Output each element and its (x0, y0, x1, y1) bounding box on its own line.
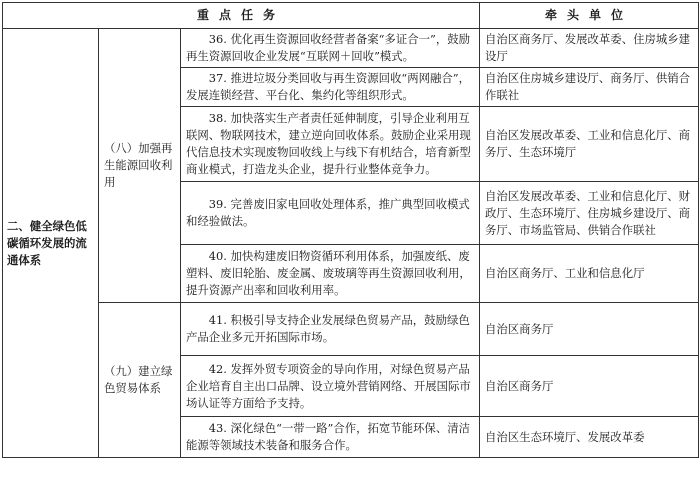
group-title-recycling: （八）加强再生能源回收利用 (99, 29, 181, 303)
task-cell: 43. 深化绿色“一带一路”合作，拓宽节能环保、清洁能源等领域技术装备和服务合作。 (181, 417, 480, 458)
task-cell: 42. 发挥外贸专项资金的导向作用，对绿色贸易产品企业培育自主出口品牌、设立境外营销网络、开展国际市场认证等方面给予支持。 (181, 356, 480, 417)
task-cell: 37. 推进垃圾分类回收与再生资源回收“两网融合”，发展连锁经营、平台化、集约化等组织形式。 (181, 68, 480, 107)
category-cell: 二、健全绿色低碳循环发展的流通体系 (3, 29, 99, 458)
lead-cell: 自治区商务厅 (480, 356, 699, 417)
task-cell: 39. 完善废旧家电回收处理体系，推广典型回收模式和经验做法。 (181, 182, 480, 245)
task-cell: 36. 优化再生资源回收经营者备案“多证合一”，鼓励再生资源回收企业发展“互联网＋回收”模式。 (181, 29, 480, 68)
header-lead-units: 牵头单位 (480, 3, 699, 29)
group-title-green-trade: （九）建立绿色贸易体系 (99, 303, 181, 458)
header-focus-tasks: 重点任务 (3, 3, 480, 29)
task-cell: 40. 加快构建废旧物资循环利用体系，加强废纸、废塑料、废旧轮胎、废金属、废玻璃等再生资源回收利用，提升资源产出率和回收利用率。 (181, 245, 480, 303)
lead-cell: 自治区商务厅 (480, 303, 699, 356)
lead-cell: 自治区商务厅、发展改革委、住房城乡建设厅 (480, 29, 699, 68)
lead-cell: 自治区发展改革委、工业和信息化厅、商务厅、生态环境厅 (480, 107, 699, 182)
task-cell: 41. 积极引导支持企业发展绿色贸易产品，鼓励绿色产品企业多元开拓国际市场。 (181, 303, 480, 356)
table-header-row (3, 3, 699, 29)
lead-cell: 自治区发展改革委、工业和信息化厅、财政厅、生态环境厅、住房城乡建设厅、商务厅、市场监管局、供销合作联社 (480, 182, 699, 245)
table-row (3, 29, 699, 68)
task-cell: 38. 加快落实生产者责任延伸制度，引导企业利用互联网、物联网技术，建立逆向回收体系。鼓励企业采用现代信息技术实现废物回收线上与线下有机结合，培育新型商业模式，打造龙头企业，提升行业整体竞争力。 (181, 107, 480, 182)
lead-cell: 自治区生态环境厅、发展改革委 (480, 417, 699, 458)
lead-cell: 自治区住房城乡建设厅、商务厅、供销合作联社 (480, 68, 699, 107)
policy-task-table (2, 2, 699, 458)
lead-cell: 自治区商务厅、工业和信息化厅 (480, 245, 699, 303)
table-row (3, 303, 699, 356)
